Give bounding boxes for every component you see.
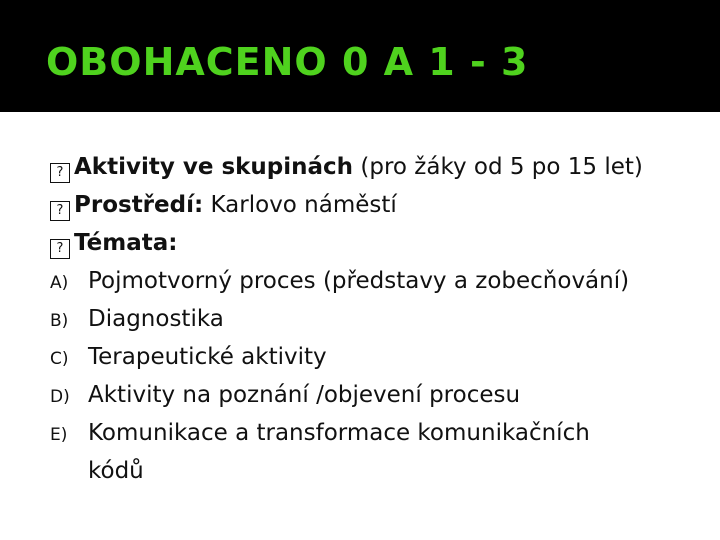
topic-letter: E) — [50, 425, 68, 445]
topic-text: Terapeutické aktivity — [88, 344, 327, 370]
topic-text: Diagnostika — [88, 306, 224, 332]
topic-letter: A) — [50, 273, 69, 293]
topic-item-c — [50, 344, 327, 370]
topic-letter: D) — [50, 387, 70, 407]
topic-text: Komunikace a transformace komunikačních — [88, 420, 590, 446]
topic-text: kódů — [88, 458, 144, 484]
topic-item-b — [50, 306, 224, 332]
slide-content — [0, 112, 720, 540]
topic-item-e — [50, 420, 590, 446]
slide-title: OBOHACENO 0 A 1 - 3 — [46, 40, 529, 84]
topic-text: Pojmotvorný proces (představy a zobecňování) — [88, 268, 630, 294]
bullet-text: Karlovo náměstí — [203, 192, 397, 218]
topic-letter: B) — [50, 311, 69, 331]
bullet-bold-text: Témata: — [74, 230, 178, 256]
bullet-activities — [50, 154, 643, 183]
topic-text: Aktivity na poznání /objevení procesu — [88, 382, 521, 408]
bullet-environment — [50, 192, 397, 221]
topic-item-a — [50, 268, 629, 294]
bullet-icon: ? — [50, 201, 70, 221]
bullet-icon: ? — [50, 239, 70, 259]
topic-item-d — [50, 382, 520, 408]
bullet-text: (pro žáky od 5 po 15 let) — [353, 154, 643, 180]
bullet-bold-text: Prostředí: — [74, 192, 204, 218]
bullet-icon: ? — [50, 163, 70, 183]
bullet-bold-text: Aktivity ve skupinách — [74, 154, 354, 180]
topic-item-e-continuation — [50, 458, 144, 484]
title-bar — [0, 0, 720, 112]
bullet-topics — [50, 230, 177, 259]
topic-letter: C) — [50, 349, 69, 369]
